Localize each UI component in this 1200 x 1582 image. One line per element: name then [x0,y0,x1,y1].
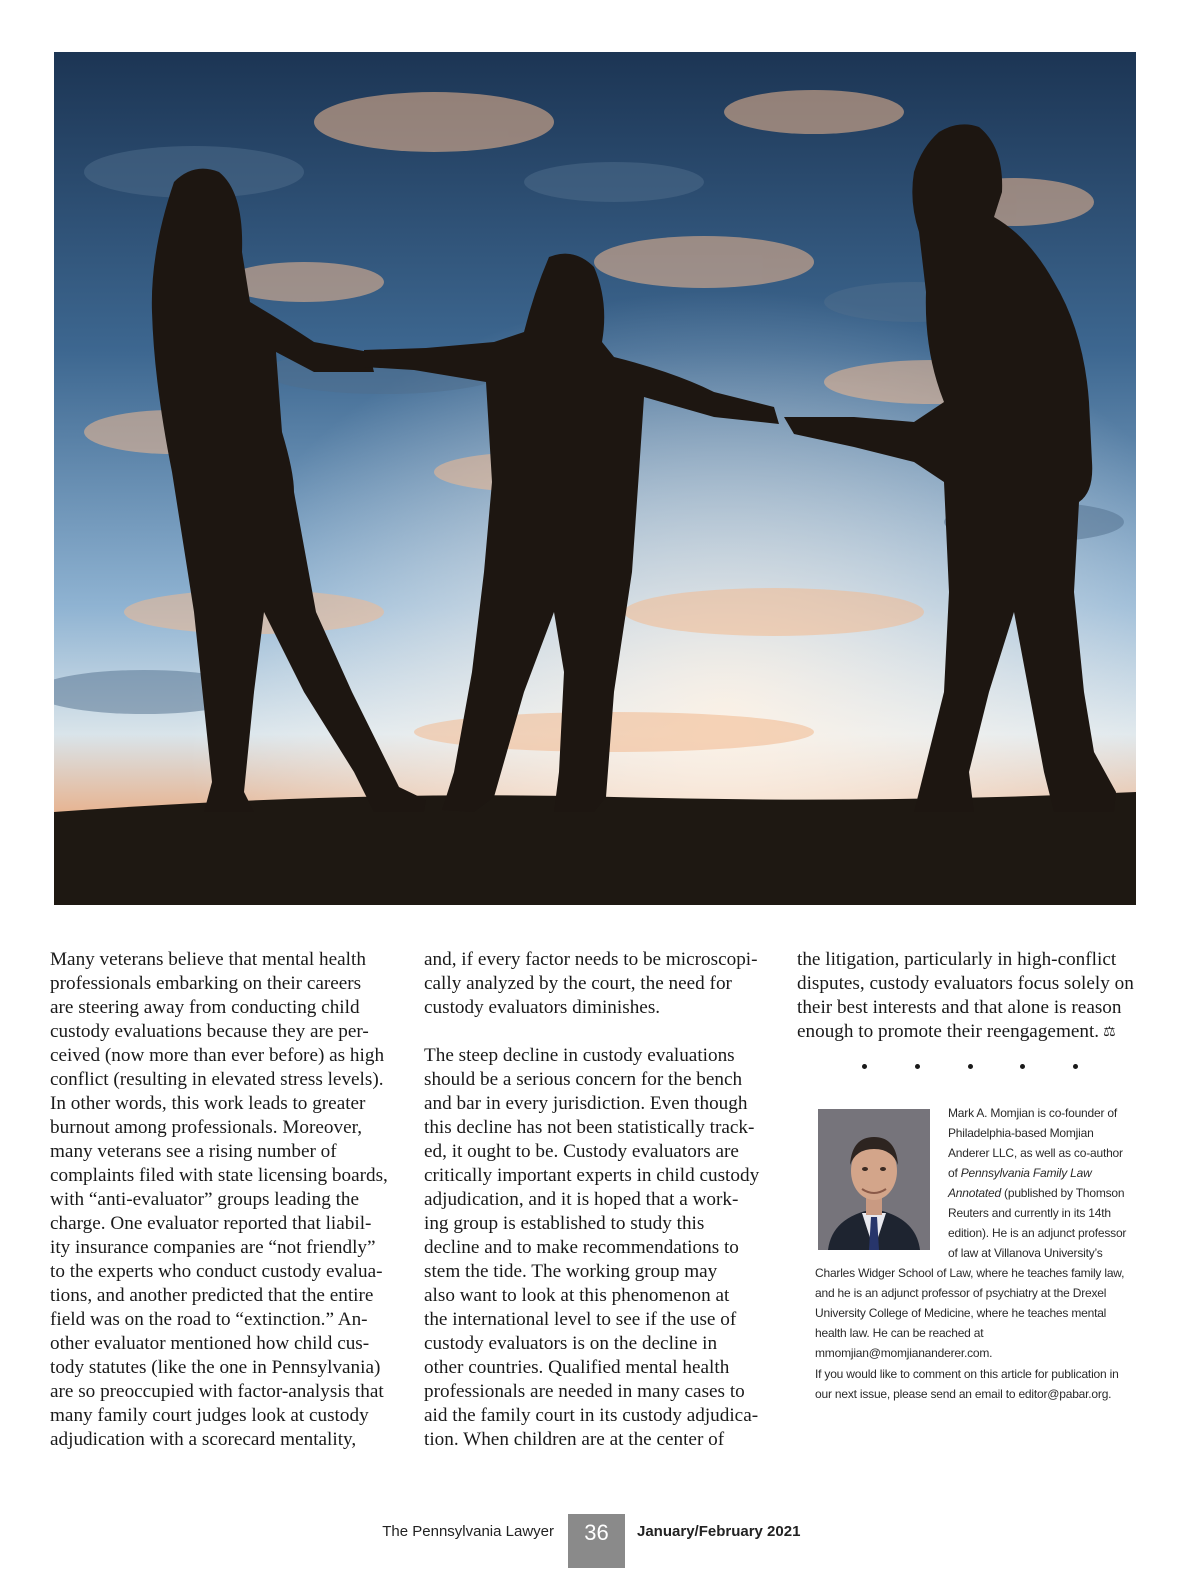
hero-photo [54,52,1136,905]
divider-dot [862,1064,867,1069]
article-column-1 [50,948,400,1452]
article-column-2 [424,948,774,1452]
article-paragraph: The steep decline in custody evaluations should be a serious concern for the bench and bar in every jurisdiction. Even though this decline has not been statistically track- ed, it ought to be. Custody evaluators are critically important experts in child custody adjudication, and it is hoped that a work- ing group is established to study this decline and to make recommendations to stem the tide. The working group may also want to look at this phenomenon at the international level to see if the use of custody evaluators is on the decline in other countries. Qualified mental health professionals are needed in many cases to aid the family court in its custody adjudica- tion. When children are at the center of [424,1045,760,1450]
page-footer [0,1514,1200,1568]
article-column-3 [797,948,1142,1045]
divider-dot [968,1064,973,1069]
comment-invitation: If you would like to comment on this article for publication in our next issue, please send an email to editor@pabar.org. [815,1367,1119,1401]
bio-book-title: Pennsylvania Family Law Annotated [948,1166,1092,1200]
article-paragraph: and, if every factor needs to be microscopi- cally analyzed by the court, the need for custody evaluators diminishes. [424,949,758,1018]
page-number: 36 [568,1514,625,1568]
article-closing-text: the litigation, particularly in high-conflict disputes, custody evaluators focus solely on their best interests and that alone is reason enough to promote their reengagement. [797,949,1134,1042]
publication-name: The Pennsylvania Lawyer [382,1523,554,1540]
article-paragraph: Many veterans believe that mental health professionals embarking on their careers are steering away from conducting child custody evaluations because they are per- ceived (now more than ever before) as high conflict (resulting in elevated stress levels). In other words, this work leads to greater burnout among professionals. Moreover, many veterans see a rising number of complaints filed with state licensing boards, with “anti-evaluator” groups leading the charge. One evaluator reported that liabil- ity insurance companies are “not friendly” to the experts who conduct custody evalua- tions, and another predicted that the entire field was on the road to “extinction.” An- other evaluator mentioned how child cus- tody statutes (like the one in Pennsylvania) are so preoccupied with factor-analysis that many family court judges look at custody adjudication with a scorecard mentality, [50,949,388,1450]
end-of-article-icon: ⚖ [1103,1025,1116,1040]
bio-text: Mark A. Momjian is co-founder of Philadelphia-based Momjian Anderer LLC, as well as co-author of [948,1106,1123,1180]
bio-text: (published by Thomson Reuters and currently in its 14th edition). He is an adjunct professor of law at Villanova University’s Charles Widger School of Law, where he teaches family law, and he is an adjunct professor of psychiatry at the Drexel University College of Medicine, where he teaches mental health law. He can be reached at mmomjian@momjiananderer.com. [815,1186,1127,1360]
family-silhouette-image [54,52,1136,905]
divider-dot [1020,1064,1025,1069]
article-paragraph [797,948,1142,1045]
divider-dot [1073,1064,1078,1069]
photo-spacer [815,1103,948,1263]
issue-date: January/February 2021 [637,1523,801,1540]
author-bio [815,1103,1135,1363]
section-divider-dots [862,1064,1078,1069]
divider-dot [915,1064,920,1069]
